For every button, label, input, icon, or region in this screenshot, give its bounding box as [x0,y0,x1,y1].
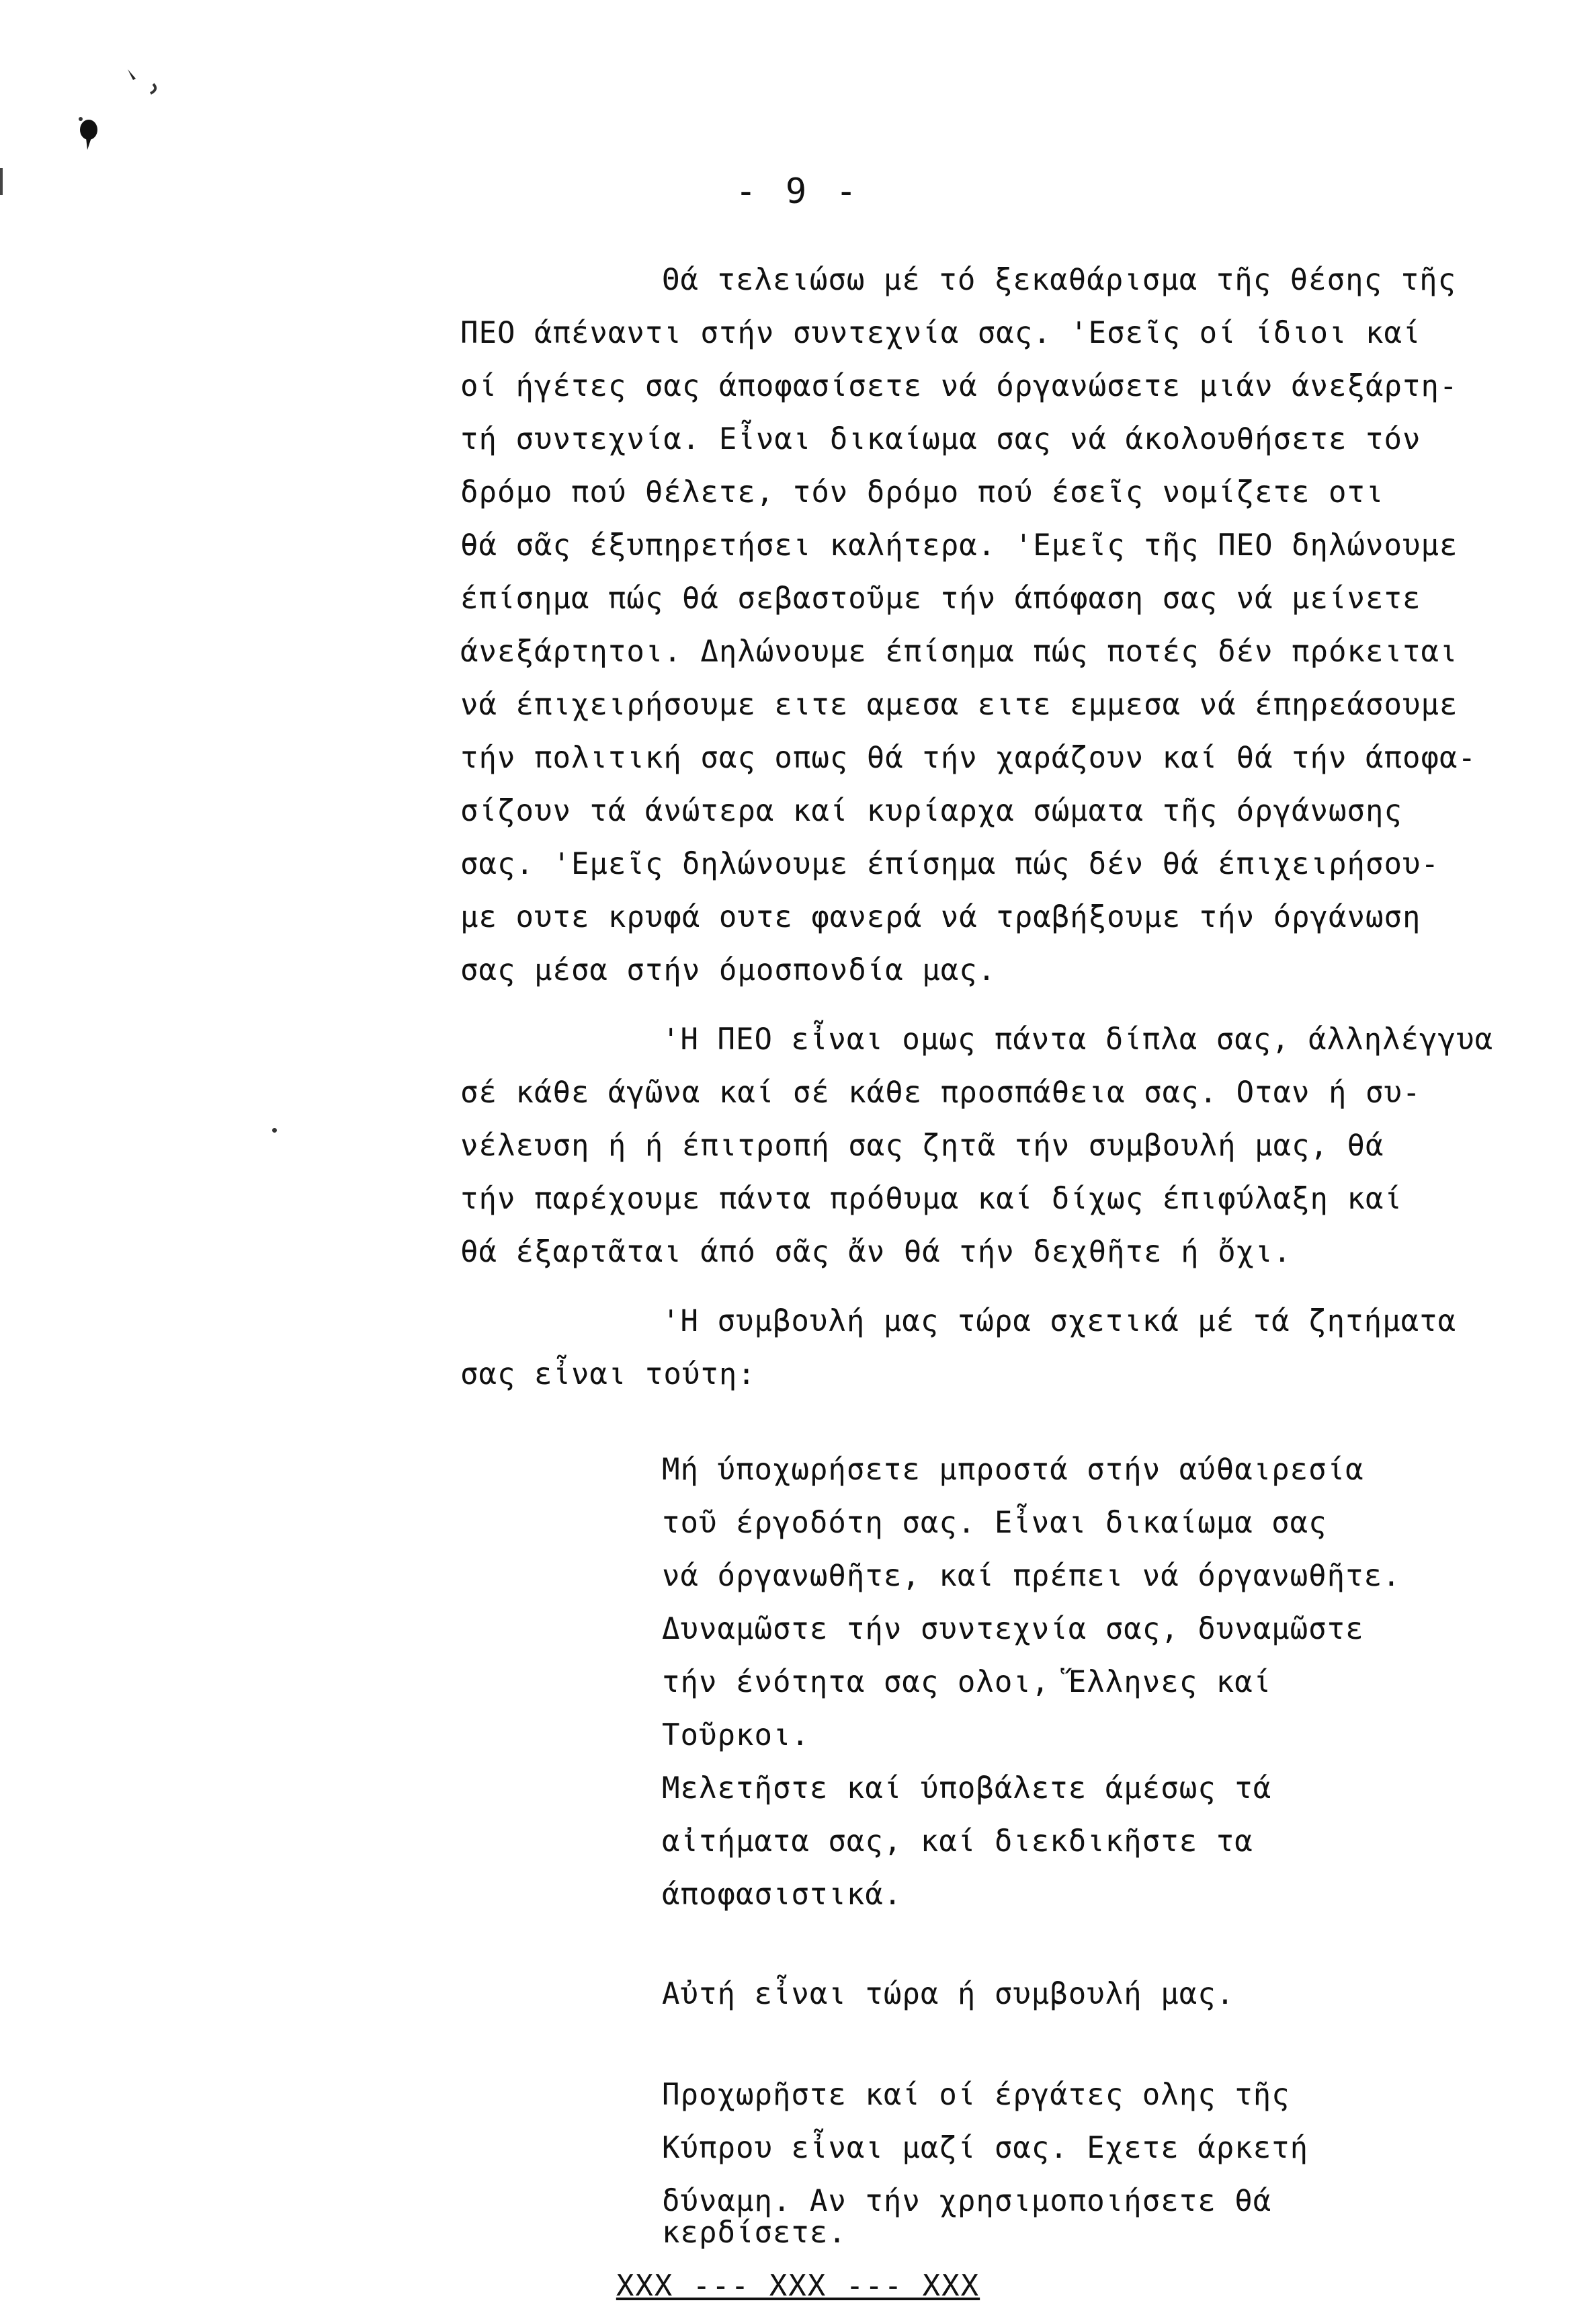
advice-line-8: αἰτήματα σας, καί διεκδικῆστε τα [662,1824,1253,1859]
advice-line-5: τήν ένότητα σας ολοι, Ἕλληνες καί [662,1665,1272,1699]
paragraph-1-line-9: νά έπιχειρήσουμε ειτε αμεσα ειτε εμμεσα νά έπηρεάσουμε [460,688,1458,722]
scan-margin-dot [272,1128,277,1133]
advice-line-6: Τοῦρκοι. [662,1718,810,1752]
paragraph-1-line-6: θά σᾶς έξυπηρετήσει καλήτερα. 'Εμεῖς τῆς ΠΕΟ δηλώνουμε [460,528,1458,563]
paragraph-2-line-1: 'Η ΠΕΟ εἶναι ομως πάντα δίπλα σας, άλληλέγγυα [662,1022,1494,1057]
advice-line-9: άποφασιστικά. [662,1877,902,1912]
advice-line-4: Δυναμῶστε τήν συντεχνία σας, δυναμῶστε [662,1612,1364,1646]
paragraph-1-line-7: έπίσημα πώς θά σεβαστοῦμε τήν άπόφαση σας νά μείνετε [460,581,1421,616]
advice-summary-line: Αὐτή εἶναι τώρα ή συμβουλή μας. [662,1977,1235,2011]
closing-mark [0,2269,1596,2303]
scan-speck-marks [60,64,161,151]
final-line-2: Κύπρου εἶναι μαζί σας. Εχετε άρκετή [662,2131,1309,2165]
paragraph-1-line-8: άνεξάρτητοι. Δηλώνουμε έπίσημα πώς ποτές δέν πρόκειται [460,635,1458,669]
advice-line-3: νά όργανωθῆτε, καί πρέπει νά όργανωθῆτε. [662,1559,1401,1593]
paragraph-2-line-4: τήν παρέχουμε πάντα πρόθυμα καί δίχως έπιφύλαξη καί [460,1182,1403,1216]
paragraph-3-line-2: σας εἶναι τούτη: [460,1357,756,1391]
advice-line-1: Μή ύποχωρήσετε μπροστά στήν αύθαιρεσία [662,1453,1364,1487]
paragraph-2-line-2: σέ κάθε άγῶνα καί σέ κάθε προσπάθεια σας. Οταν ή συ- [460,1076,1421,1110]
final-line-1: Προχωρῆστε καί οί έργάτες ολης τῆς [662,2078,1290,2112]
paragraph-1-line-2: ΠΕΟ άπέναντι στήν συντεχνία σας. 'Εσεῖς οί ίδιοι καί [460,316,1421,350]
advice-line-2: τοῦ έργοδότη σας. Εἶναι δικαίωμα σας [662,1506,1327,1540]
paragraph-2-line-5: θά έξαρτᾶται άπό σᾶς ἄν θά τήν δεχθῆτε ή ὄχι. [460,1235,1292,1269]
paragraph-1-line-11: σίζουν τά άνώτερα καί κυρίαρχα σώματα τῆς όργάνωσης [460,794,1403,828]
paragraph-3-line-1: 'Η συμβουλή μας τώρα σχετικά μέ τά ζητήματα [662,1304,1457,1338]
paragraph-1-line-4: τή συντεχνία. Εἶναι δικαίωμα σας νά άκολουθήσετε τόν [460,422,1421,456]
paragraph-1-line-1: Θά τελειώσω μέ τό ξεκαθάρισμα τῆς θέσης τῆς [662,263,1457,297]
paragraph-1-line-3: οί ήγέτες σας άποφασίσετε νά όργανώσετε μιάν άνεξάρτη- [460,369,1458,403]
paragraph-1-line-13: με ουτε κρυφά ουτε φανερά νά τραβήξουμε τήν όργάνωση [460,900,1421,934]
paragraph-1-line-10: τήν πολιτική σας οπως θά τήν χαράζουν καί θά τήν άποφα- [460,741,1476,775]
advice-line-7: Μελετῆστε καί ύποβάλετε άμέσως τά [662,1771,1272,1805]
final-line-4: κερδίσετε. [662,2216,847,2250]
final-line-3: δύναμη. Αν τήν χρησιμοποιήσετε θά [662,2184,1272,2218]
page-number: - 9 - [735,171,861,212]
paragraph-1-line-5: δρόμο πού θέλετε, τόν δρόμο πού έσεῖς νομίζετε οτι [460,475,1384,510]
paragraph-1-line-12: σας. 'Εμεῖς δηλώνουμε έπίσημα πώς δέν θά έπιχειρήσου- [460,847,1439,881]
closing-text: XXX --- XXX --- XXX [616,2269,980,2303]
paragraph-1-line-14: σας μέσα στήν όμοσπονδία μας. [460,953,997,987]
paragraph-2-line-3: νέλευση ή ή έπιτροπή σας ζητᾶ τήν συμβουλή μας, θά [460,1129,1384,1163]
